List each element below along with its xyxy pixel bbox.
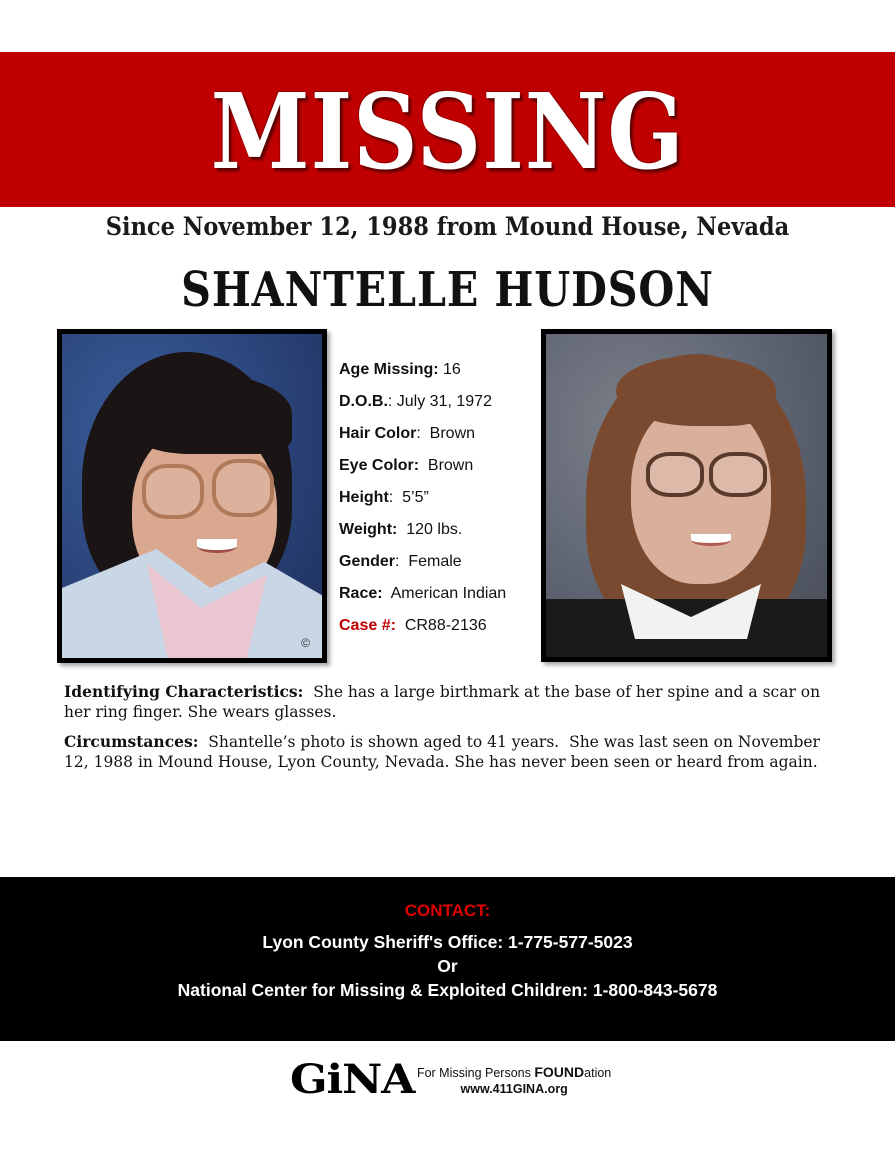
missing-person-name: SHANTELLE HUDSON [181,262,714,318]
detail-hair-color: Hair Color: Brown [339,425,476,442]
photo-age-progressed [541,329,832,662]
detail-race: Race: American Indian [339,585,507,602]
detail-eye-color: Eye Color: Brown [339,457,474,474]
detail-gender: Gender: Female [339,553,462,570]
contact-ncmec-phone: National Center for Missing & Exploited Children: 1-800-843-5678 [177,980,718,1000]
gina-logo-mark: GiNA [290,1056,415,1103]
detail-age-missing: Age Missing: 16 [339,361,461,378]
gina-logo [290,1058,611,1102]
description-section [64,682,834,782]
contact-sheriff-phone: Lyon County Sheriff's Office: 1-775-577-5023 [262,932,633,952]
detail-case-number: Case #: CR88-2136 [339,617,487,634]
gina-logo-text: For Missing Persons FOUNDation www.411GINA.org [416,1063,612,1096]
details-list [339,360,539,648]
detail-height: Height: 5’5” [339,489,429,506]
detail-dob: D.O.B.: July 31, 1972 [339,393,492,410]
missing-banner [0,52,895,207]
circumstances: Circumstances: Shantelle’s photo is shown aged to 41 years. She was last seen on November 12, 1988 in Mound House, Lyon County, Nevada. She has never been seen or heard from again. [64,732,825,771]
copyright-mark: © [301,636,310,650]
contact-band [0,877,895,1041]
detail-weight: Weight: 120 lbs. [339,521,463,538]
banner-title: MISSING [210,69,685,193]
missing-since-line: Since November 12, 1988 from Mound House, Nevada [105,212,790,241]
photo-original [57,329,327,663]
contact-or: Or [437,956,458,976]
gina-url: www.411GINA.org [460,1081,568,1096]
identifying-characteristics: Identifying Characteristics: She has a large birthmark at the base of her spine and a scar on her ring finger. She wears glasses. [64,682,826,721]
contact-title: CONTACT: [404,901,491,920]
